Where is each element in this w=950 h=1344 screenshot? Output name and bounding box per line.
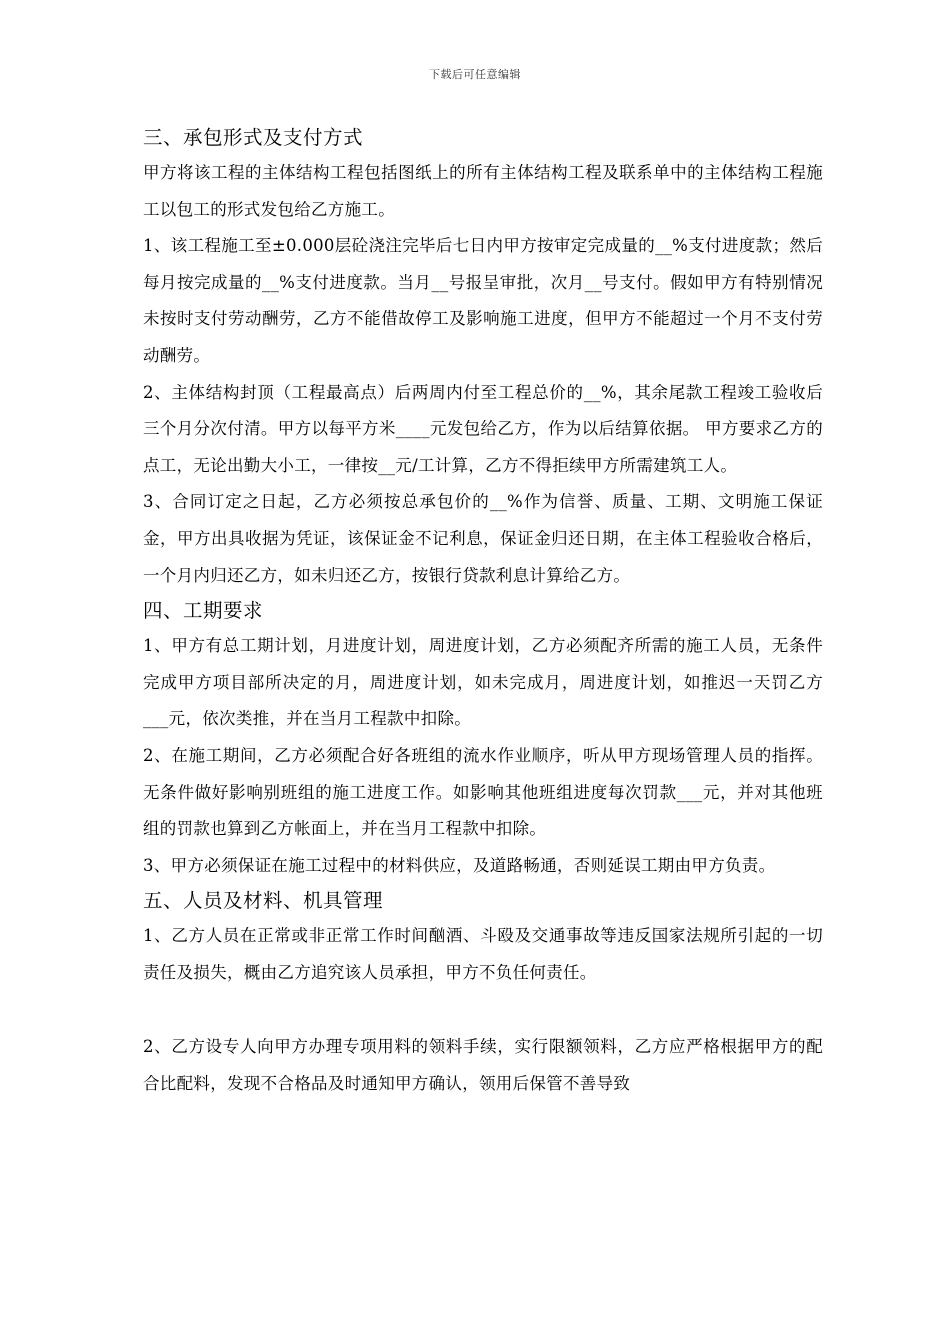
section-heading: 三、承包形式及支付方式 xyxy=(143,126,364,149)
header-note: 下载后可任意编辑 xyxy=(429,68,521,81)
paragraph: 1、该工程施工至±0.000层砼浇注完毕后七日内甲方按审定完成量的__%支付进度款；然后每月按完成量的__%支付进度款。当月__号报呈审批，次月__号支付。假如甲方有特别情况未按时支付劳动酬劳，乙方不能借故停工及影响施工进度，但甲方不能超过一个月不支付劳动酬劳。 xyxy=(143,236,823,365)
paragraph: 3、甲方必须保证在施工过程中的材料供应，及道路畅通，否则延误工期由甲方负责。 xyxy=(143,855,776,875)
paragraph-spacer xyxy=(143,991,823,1029)
document-body xyxy=(143,121,823,1103)
paragraph: 2、主体结构封顶（工程最高点）后两周内付至工程总价的__%，其余尾款工程竣工验收后三个月分次付清。甲方以每平方米____元发包给乙方，作为以后结算依据。 甲方要求乙方的点工，无论出勤大小工，一律按__元/工计算，乙方不得拒续甲方所需建筑工人。 xyxy=(143,382,823,475)
paragraph: 1、乙方人员在正常或非正常工作时间酗酒、斗殴及交通事故等违反国家法规所引起的一切责任及损失，概由乙方追究该人员承担，甲方不负任何责任。 xyxy=(143,926,823,982)
section-heading: 五、人员及材料、机具管理 xyxy=(143,889,384,913)
section-heading: 四、工期要求 xyxy=(143,599,264,623)
paragraph: 3、合同订定之日起，乙方必须按总承包价的__%作为信誉、质量、工期、文明施工保证金，甲方出具收据为凭证，该保证金不记利息，保证金归还日期，在主体工程验收合格后，一个月内归还乙方，如未归还乙方，按银行贷款利息计算给乙方。 xyxy=(143,492,823,585)
paragraph: 2、乙方设专人向甲方办理专项用料的领料手续，实行限额领料，乙方应严格根据甲方的配合比配料，发现不合格品及时通知甲方确认，领用后保管不善导致 xyxy=(143,1037,823,1094)
paragraph: 1、甲方有总工期计划，月进度计划，周进度计划，乙方必须配齐所需的施工人员，无条件完成甲方项目部所决定的月，周进度计划，如未完成月，周进度计划，如推迟一天罚乙方___元，依次类推，并在当月工程款中扣除。 xyxy=(143,636,823,729)
paragraph: 甲方将该工程的主体结构工程包括图纸上的所有主体结构工程及联系单中的主体结构工程施工以包工的形式发包给乙方施工。 xyxy=(143,163,823,219)
paragraph: 2、在施工期间，乙方必须配合好各班组的流水作业顺序，听从甲方现场管理人员的指挥。无条件做好影响别班组的施工进度工作。如影响其他班组进度每次罚款___元，并对其他班组的罚款也算到乙方帐面上，并在当月工程款中扣除。 xyxy=(143,745,823,839)
